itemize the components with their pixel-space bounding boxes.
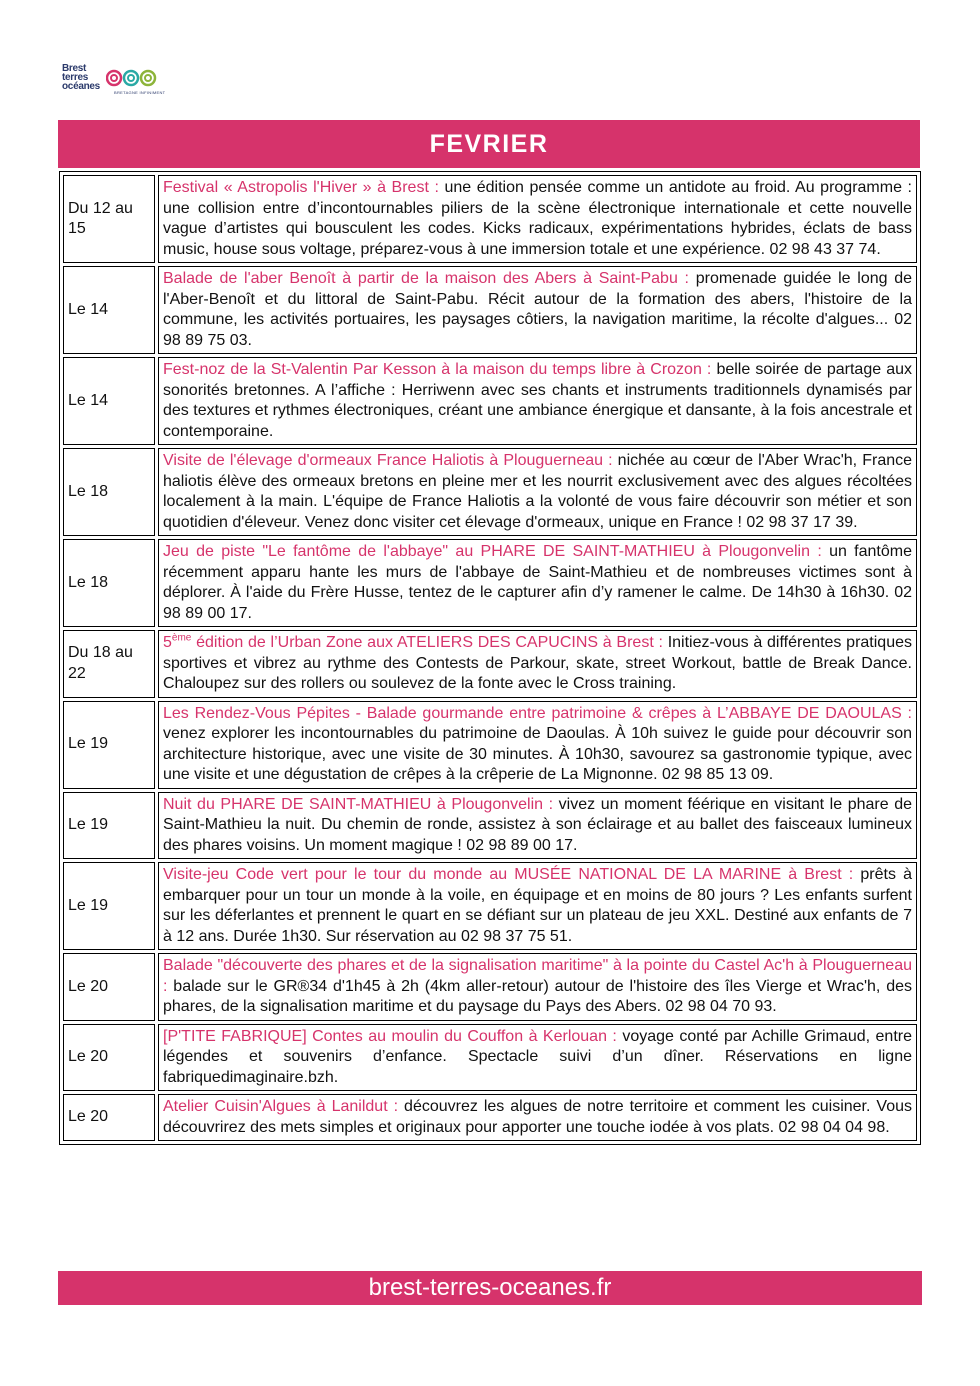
event-date: Le 18 <box>63 448 155 536</box>
event-title: Balade "découverte des phares et de la signalisation maritime" à la pointe du Castel Ac'h à Plouguerneau : <box>163 957 912 995</box>
event-row <box>63 792 917 860</box>
month-title: FEVRIER <box>429 129 549 158</box>
event-description <box>158 630 917 698</box>
event-date: Du 18 au 22 <box>63 630 155 698</box>
event-description <box>158 266 917 354</box>
event-title: Les Rendez-Vous Pépites - Balade gourmande entre patrimoine & crêpes à L’ABBAYE DE DAOULAS : <box>163 704 912 722</box>
event-description <box>158 175 917 263</box>
event-text: belle soirée de partage aux sonorités bretonnes. A l’affiche : Herriwenn avec ses chants et instruments traditionnels dynamisés par des textures et rythmes électroniques, créant une ambiance énergique et dansante, à la fois ancestrale et contemporaine. <box>163 361 913 440</box>
event-title: édition de l’Urban Zone aux ATELIERS DES CAPUCINS à Brest : <box>191 634 663 651</box>
logo-wordmark <box>62 64 100 91</box>
event-date: Le 20 <box>63 1094 155 1141</box>
event-row <box>63 701 917 789</box>
event-title: Jeu de piste "Le fantôme de l'abbaye" au PHARE DE SAINT-MATHIEU à Plougonvelin : <box>163 543 822 560</box>
event-date: Le 14 <box>63 357 155 445</box>
footer-bar <box>58 1271 922 1305</box>
event-row <box>63 539 917 627</box>
logo-line-2: terres <box>62 72 88 83</box>
event-row <box>63 175 917 263</box>
event-text: un fantôme récemment apparu hante les murs de l'abbaye de Saint-Mathieu et de nombreuses victimes sont à déplorer. À l'aide du Frère Husse, tentez de le capturer afin d’y ramener le calme. De 14h30 à 16h30. 02 98 89 00 17. <box>163 543 912 622</box>
event-title: Visite-jeu Code vert pour le tour du monde au MUSÉE NATIONAL DE LA MARINE à Brest : <box>163 866 854 883</box>
month-header <box>58 120 920 168</box>
event-text: voyage conté par Achille Grimaud, entre légendes et souvenirs d’enfance. Spectacle suivi d’un dîner. Réservations en ligne fabriquedimaginaire.bzh. <box>163 1027 912 1086</box>
event-date: Le 19 <box>63 792 155 860</box>
logo-line-1: Brest <box>62 63 87 74</box>
footer-url[interactable]: brest-terres-oceanes.fr <box>368 1274 612 1301</box>
event-date: Le 14 <box>63 266 155 354</box>
event-row <box>63 357 917 445</box>
brand-logo <box>62 64 172 100</box>
event-description <box>158 448 917 536</box>
event-date: Le 20 <box>63 953 155 1021</box>
event-title-prefix: 5 <box>163 634 172 651</box>
events-table <box>59 171 921 1145</box>
logo-line-3: océanes <box>62 81 100 92</box>
event-text: Initiez-vous à différentes pratiques sportives et vibrez au rythme des Contests de Parkour, skate, street Workout, battle de Break Dance. Chaloupez sur des rollers ou soulevez de la fonte avec le Cross training. <box>163 634 912 692</box>
event-title: [P'TITE FABRIQUE] Contes au moulin du Couffon à Kerlouan : <box>163 1027 617 1045</box>
event-title: Balade de l'aber Benoît à partir de la maison des Abers à Saint-Pabu : <box>163 270 690 287</box>
event-row <box>63 448 917 536</box>
event-text: découvrez les algues de notre territoire et comment les cuisiner. Vous découvrirez des mets simples et originaux pour apporter une touche iodée à vos plats. 02 98 04 04 98. <box>163 1098 913 1136</box>
event-date: Le 18 <box>63 539 155 627</box>
event-row <box>63 1024 917 1092</box>
event-row <box>63 1094 917 1141</box>
event-text: promenade guidée le long de l'Aber-Benoît et du littoral de Saint-Pabu. Récit autour de la formation des abers, l'histoire de la commune, les activités portuaires, les paysages côtiers, la navigation maritime, la récolte d'algues... 02 98 89 75 03. <box>163 270 913 349</box>
event-text: nichée au cœur de l'Aber Wrac'h, France haliotis élève des ormeaux bretons en pleine mer et les nourrit exclusivement avec des algues récoltées localement à la main. L'équipe de France Haliotis a la volonté de vous faire découvrir son métier et son quotidien d'éleveur. Venez donc visiter cet élevage d'ormeaux, unique en France ! 02 98 37 17 39. <box>163 452 913 531</box>
spiral-logo-icon <box>106 66 166 90</box>
event-title: Atelier Cuisin'Algues à Lanildut : <box>163 1098 399 1115</box>
event-text: venez explorer les incontournables du patrimoine de Daoulas. À 10h suivez le guide pour découvrir son architecture historique, avec une visite de 30 minutes. À 10h30, savourez sa gastronomie typique, avec une visite et une dégustation de crêpes à la crêperie de La Mignonne. 02 98 85 13 09. <box>163 725 912 783</box>
event-date: Le 19 <box>63 862 155 950</box>
event-row <box>63 266 917 354</box>
event-title: Fest-noz de la St-Valentin Par Kesson à la maison du temps libre à Crozon : <box>163 361 712 378</box>
event-date: Le 19 <box>63 701 155 789</box>
events-body <box>63 175 917 1141</box>
event-description <box>158 1024 917 1092</box>
event-text: balade sur le GR®34 d'1h45 à 2h (4km aller-retour) autour de l'histoire des îles Vierge et Wrac'h, des phares, de la signalisation maritime et du paysage du Pays des Abers. 02 98 04 70 93. <box>163 977 912 1015</box>
event-row <box>63 953 917 1021</box>
event-description <box>158 701 917 789</box>
event-title: Visite de l'élevage d'ormeaux France Haliotis à Plouguerneau : <box>163 452 613 469</box>
event-description <box>158 792 917 860</box>
event-title: Festival « Astropolis l'Hiver » à Brest : <box>163 179 439 196</box>
event-row <box>63 630 917 698</box>
event-text: prêts à embarquer pour un tour un monde à la voile, en équipage et en moins de 80 jours ? Les enfants surfent sur les déferlantes et prennent le quart en se défiant sur un plateau de jeu XXL. Destiné aux enfants de 7 à 12 ans. Durée 1h30. Sur réservation au 02 98 37 75 51. <box>163 866 913 945</box>
event-description <box>158 862 917 950</box>
event-date: Du 12 au 15 <box>63 175 155 263</box>
event-description <box>158 1094 917 1141</box>
event-description <box>158 953 917 1021</box>
event-title-superscript: ème <box>171 632 192 644</box>
logo-subtitle: BRETAGNE INFINIMENT <box>114 90 166 95</box>
event-description <box>158 539 917 627</box>
event-date: Le 20 <box>63 1024 155 1092</box>
event-row <box>63 862 917 950</box>
event-description <box>158 357 917 445</box>
event-text: vivez un moment féérique en visitant le phare de Saint-Mathieu la nuit. Du chemin de ronde, assistez à son éclairage et au ballet des faisceaux lumineux des phares voisins. Un moment magique ! 02 98 89 00 17. <box>163 795 913 854</box>
event-title: Nuit du PHARE DE SAINT-MATHIEU à Plougonvelin : <box>163 795 554 813</box>
event-text: une édition pensée comme un antidote au froid. Au programme : une collision entre d’incontournables piliers de la scène électronique internationale et cette nouvelle vague d’artistes qui bousculent les codes. Kicks radicaux, expérimentations hybrides, éclats de bass music, house sous voltage, préparez-vous à une immersion totale et une expérience. 02 98 43 37 74. <box>163 179 912 258</box>
